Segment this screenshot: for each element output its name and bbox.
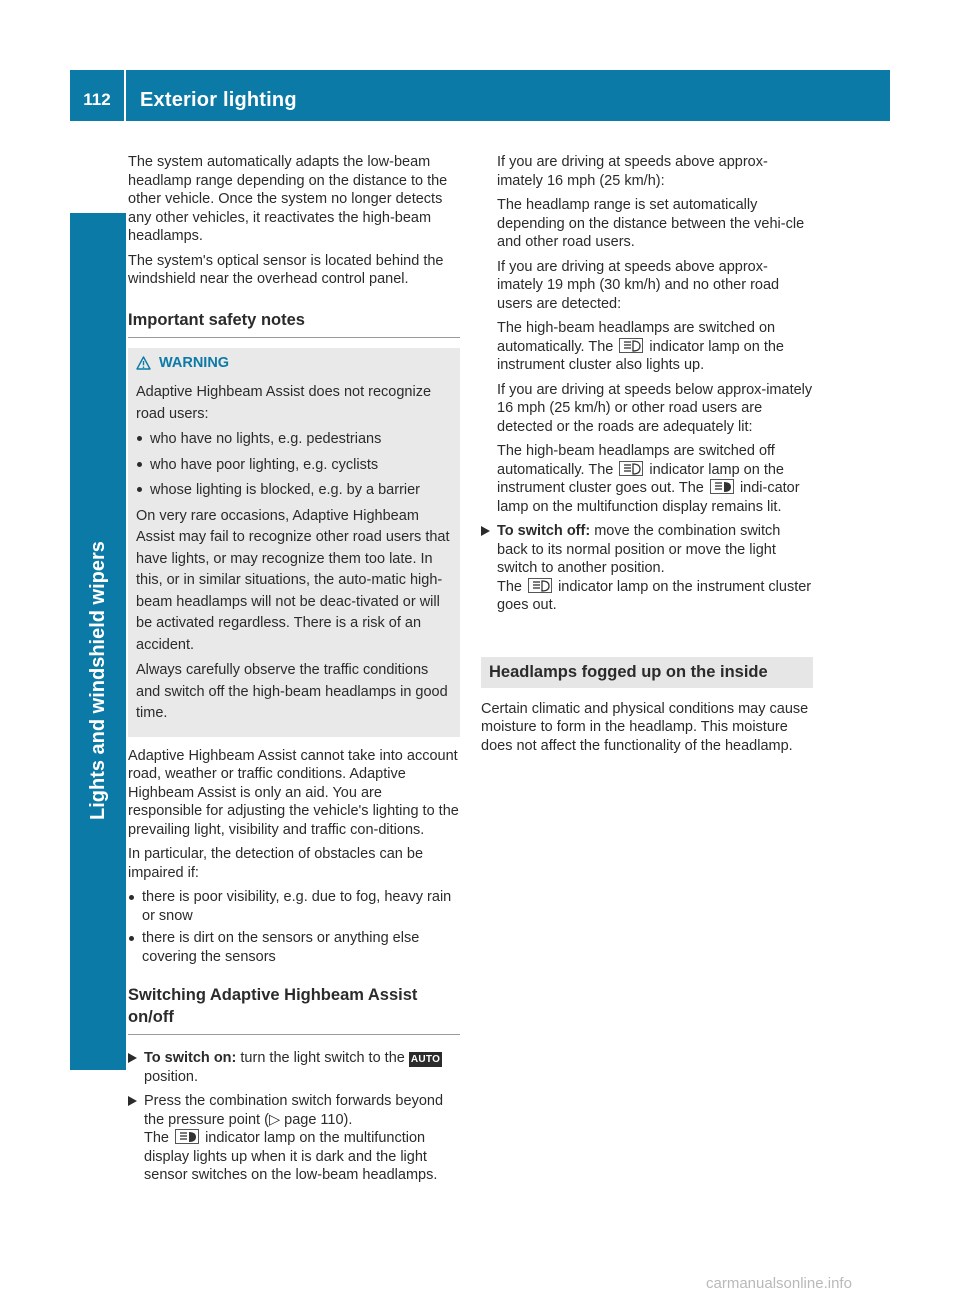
warning-title-row xyxy=(136,353,452,375)
page-ref-arrow-icon: ▷ xyxy=(268,1111,281,1128)
left-column xyxy=(128,153,460,1191)
list-item: there is poor visibility, e.g. due to fog, heavy rain or snow xyxy=(128,888,460,925)
indented-block xyxy=(481,153,813,516)
section-heading-safety: Important safety notes xyxy=(128,309,460,338)
step-text: turn the light switch to the xyxy=(240,1050,405,1066)
step-arrow-icon xyxy=(128,1096,137,1106)
step-text: Press the combination switch forwards beyond the pressure point ( xyxy=(144,1093,444,1128)
list-item: there is dirt on the sensors or anything else covering the sensors xyxy=(128,929,460,966)
step-arrow-icon xyxy=(481,526,490,536)
page-number: 112 xyxy=(70,70,126,121)
list-item: whose lighting is blocked, e.g. by a barrier xyxy=(136,480,452,502)
chapter-title: Exterior lighting xyxy=(140,89,297,111)
paragraph: In particular, the detection of obstacles can be impaired if: xyxy=(128,846,424,881)
high-beam-indicator-icon xyxy=(528,578,552,593)
section-heading-switching: Switching Adaptive Highbeam Assist on/off xyxy=(128,984,460,1035)
paragraph: If you are driving at speeds below approx-imately 16 mph (25 km/h) or other road users are detected or the roads are adequately lit: xyxy=(497,381,813,435)
step-text: position. xyxy=(144,1068,199,1085)
step-label: To switch on: xyxy=(144,1050,237,1066)
watermark: carmanualsonline.info xyxy=(706,1275,852,1292)
page-header xyxy=(70,70,890,121)
step-text: indicator lamp on the multifunction display lights up when it is dark and the light sensor switches on the low-beam headlamps. xyxy=(144,1130,438,1183)
instruction-step xyxy=(481,522,813,615)
instruction-step xyxy=(128,1049,460,1086)
paragraph: If you are driving at speeds above approx-imately 16 mph (25 km/h): xyxy=(497,154,768,189)
paragraph xyxy=(497,319,813,375)
step-text: The xyxy=(144,1130,169,1146)
list-item: who have poor lighting, e.g. cyclists xyxy=(136,455,452,477)
text-span: indi-cator lamp on the multifunction display remains lit. xyxy=(497,480,800,515)
text-span: indicator lamp on the instrument cluster also lights up. xyxy=(497,338,784,373)
warning-paragraph: On very rare occasions, Adaptive Highbeam Assist may fail to recognize other road users that have lights, or may recognize them too late. In this, or in similar situations, the auto-matic high-beam headlamps will not be deac-tivated or will be activated regardless. There is a risk of an accident. xyxy=(136,507,450,653)
right-column xyxy=(481,153,813,761)
page-reference-link[interactable]: page 110 xyxy=(284,1111,344,1128)
high-beam-assist-indicator-icon xyxy=(710,479,734,494)
paragraph: The system's optical sensor is located behind the windshield near the overhead control panel. xyxy=(128,252,444,287)
spacer xyxy=(481,621,813,657)
auto-symbol-icon: AUTO xyxy=(410,1054,441,1065)
side-tab-label: Lights and windshield wipers xyxy=(87,541,109,820)
step-label: To switch off: xyxy=(497,523,591,539)
text-span: The high-beam headlamps are switched off automatically. The xyxy=(497,443,775,478)
warning-box xyxy=(128,348,460,737)
step-text: move the combination switch back to its normal position or move the light switch to another position. xyxy=(497,523,781,576)
step-arrow-icon xyxy=(128,1053,137,1063)
warning-intro: Adaptive Highbeam Assist does not recognize road users: xyxy=(136,384,432,422)
high-beam-indicator-icon xyxy=(619,338,643,353)
high-beam-indicator-icon xyxy=(619,461,643,476)
warning-title: WARNING xyxy=(159,354,230,371)
step-text: The xyxy=(497,578,522,595)
list-item: who have no lights, e.g. pedestrians xyxy=(136,429,452,451)
warning-paragraph: Always carefully observe the traffic conditions and switch off the high-beam headlamps in good time. xyxy=(136,662,448,721)
text-span: indicator lamp on the instrument cluster goes out. The xyxy=(497,461,784,496)
warning-triangle-icon xyxy=(136,356,151,370)
paragraph: If you are driving at speeds above approx-imately 19 mph (30 km/h) and no other road users are detected: xyxy=(497,258,780,312)
instruction-step xyxy=(128,1092,460,1185)
text-span: The high-beam headlamps are switched on automatically. The xyxy=(497,320,776,355)
step-text: indicator lamp on the instrument cluster goes out. xyxy=(497,578,812,613)
paragraph xyxy=(497,442,813,516)
paragraph: Adaptive Highbeam Assist cannot take into account road, weather or traffic conditions. Adaptive Highbeam Assist is only an aid. You are responsible for adjusting the vehicle's lighting to the prevailing light, visibility and traffic con-ditions. xyxy=(128,747,459,838)
high-beam-assist-indicator-icon xyxy=(175,1129,199,1144)
paragraph: Certain climatic and physical conditions may cause moisture to form in the headlamp. This moisture does not affect the functionality of the headlamp. xyxy=(481,700,809,754)
step-text: ). xyxy=(343,1111,353,1128)
paragraph: The headlamp range is set automatically depending on the distance between the vehi-cle and other road users. xyxy=(497,197,805,250)
paragraph: The system automatically adapts the low-beam headlamp range depending on the distance to the other vehicle. Once the system no longer detects any other vehicles, it reactivates the high-beam headlamps. xyxy=(128,154,448,244)
section-heading-fogged: Headlamps fogged up on the inside xyxy=(481,657,813,688)
